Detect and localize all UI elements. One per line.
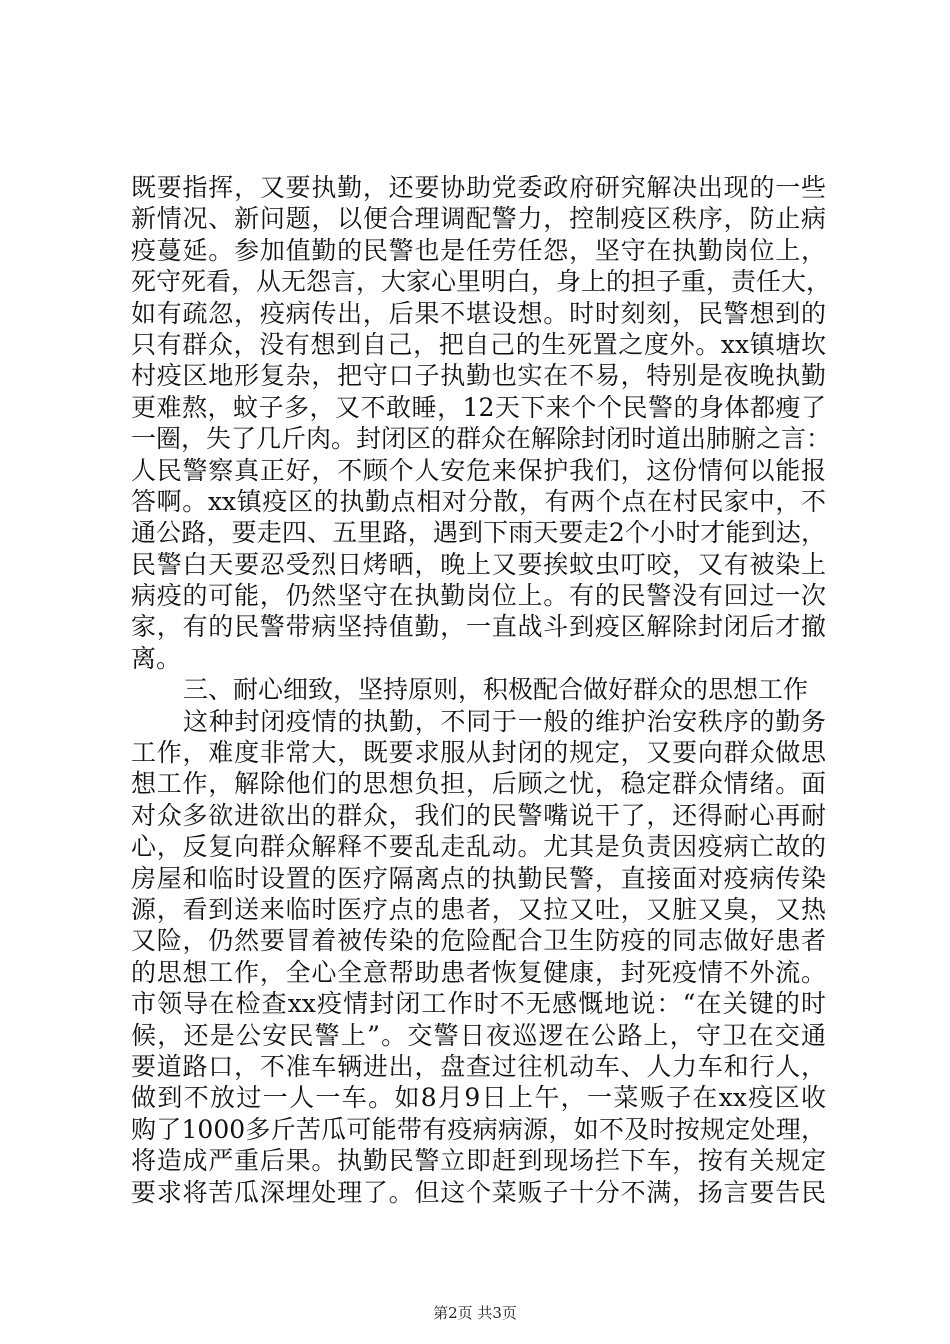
text-line: 只有群众，没有想到自己，把自己的生死置之度外。xx镇塘坎 (131, 329, 826, 359)
text-line: 将造成严重后果。执勤民警立即赶到现场拦下车，按有关规定 (131, 1146, 826, 1176)
text-line: 民警白天要忍受烈日烤晒，晚上又要挨蚊虫叮咬，又有被染上 (131, 549, 826, 579)
document-body (131, 172, 832, 1208)
text-line: 离。 (131, 643, 182, 673)
text-line: 房屋和临时设置的医疗隔离点的执勤民警，直接面对疫病传染 (131, 863, 826, 893)
text-line: 源，看到送来临时医疗点的患者，又拉又吐，又脏又臭，又热 (131, 894, 826, 924)
page-number-footer: 第2页 共3页 (433, 1304, 517, 1322)
text-line: 市领导在检查xx疫情封闭工作时不无感慨地说：“在关键的时 (131, 989, 826, 1019)
text-line: 更难熬，蚊子多，又不敢睡，12天下来个个民警的身体都瘦了 (131, 392, 826, 422)
text-line: 疫蔓延。参加值勤的民警也是任劳任怨，坚守在执勤岗位上， (131, 235, 826, 265)
text-line: 购了1000多斤苦瓜可能带有疫病病源，如不及时按规定处理， (131, 1114, 826, 1144)
text-line: 的思想工作，全心全意帮助患者恢复健康，封死疫情不外流。 (131, 957, 826, 987)
text-line: 死守死看，从无怨言，大家心里明白，身上的担子重，责任大， (131, 267, 832, 297)
text-line: 要道路口，不准车辆进出，盘查过往机动车、人力车和行人， (131, 1051, 826, 1081)
text-line: 病疫的可能，仍然坚守在执勤岗位上。有的民警没有回过一次 (131, 581, 826, 611)
text-line: 对众多欲进欲出的群众，我们的民警嘴说干了，还得耐心再耐 (131, 800, 826, 830)
text-line: 既要指挥，又要执勤，还要协助党委政府研究解决出现的一些 (131, 173, 826, 202)
text-line: 做到不放过一人一车。如8月9日上午，一菜贩子在xx疫区收 (131, 1083, 826, 1113)
text-line: 村疫区地形复杂，把守口子执勤也实在不易，特别是夜晚执勤 (131, 361, 826, 391)
text-line: 想工作，解除他们的思想负担，后顾之忧，稳定群众情绪。面 (131, 769, 826, 799)
text-line: 要求将苦瓜深埋处理了。但这个菜贩子十分不满，扬言要告民 (131, 1177, 826, 1207)
text-line: 候，还是公安民警上”。交警日夜巡逻在公路上，守卫在交通 (131, 1020, 826, 1050)
text-line: 如有疏忽，疫病传出，后果不堪设想。时时刻刻，民警想到的 (131, 298, 826, 328)
text-line: 工作，难度非常大，既要求服从封闭的规定，又要向群众做思 (131, 738, 826, 768)
text-line: 又险，仍然要冒着被传染的危险配合卫生防疫的同志做好患者 (131, 926, 826, 956)
text-line: 新情况、新问题，以便合理调配警力，控制疫区秩序，防止病 (131, 204, 826, 234)
text-line: 一圈，失了几斤肉。封闭区的群众在解除封闭时道出肺腑之言： (131, 424, 832, 454)
text-line: 人民警察真正好，不顾个人安危来保护我们，这份情何以能报 (131, 455, 826, 485)
text-line: 家，有的民警带病坚持值勤，一直战斗到疫区解除封闭后才撤 (131, 612, 826, 642)
text-line: 心，反复向群众解释不要乱走乱动。尤其是负责因疫病亡故的 (131, 832, 826, 862)
text-line: 这种封闭疫情的执勤，不同于一般的维护治安秩序的勤务 (183, 706, 826, 736)
text-line: 答啊。xx镇疫区的执勤点相对分散，有两个点在村民家中，不 (131, 486, 826, 516)
section-heading: 三、耐心细致，坚持原则，积极配合做好群众的思想工作 (183, 675, 809, 705)
text-line: 通公路，要走四、五里路，遇到下雨天要走2个小时才能到达， (131, 518, 826, 548)
